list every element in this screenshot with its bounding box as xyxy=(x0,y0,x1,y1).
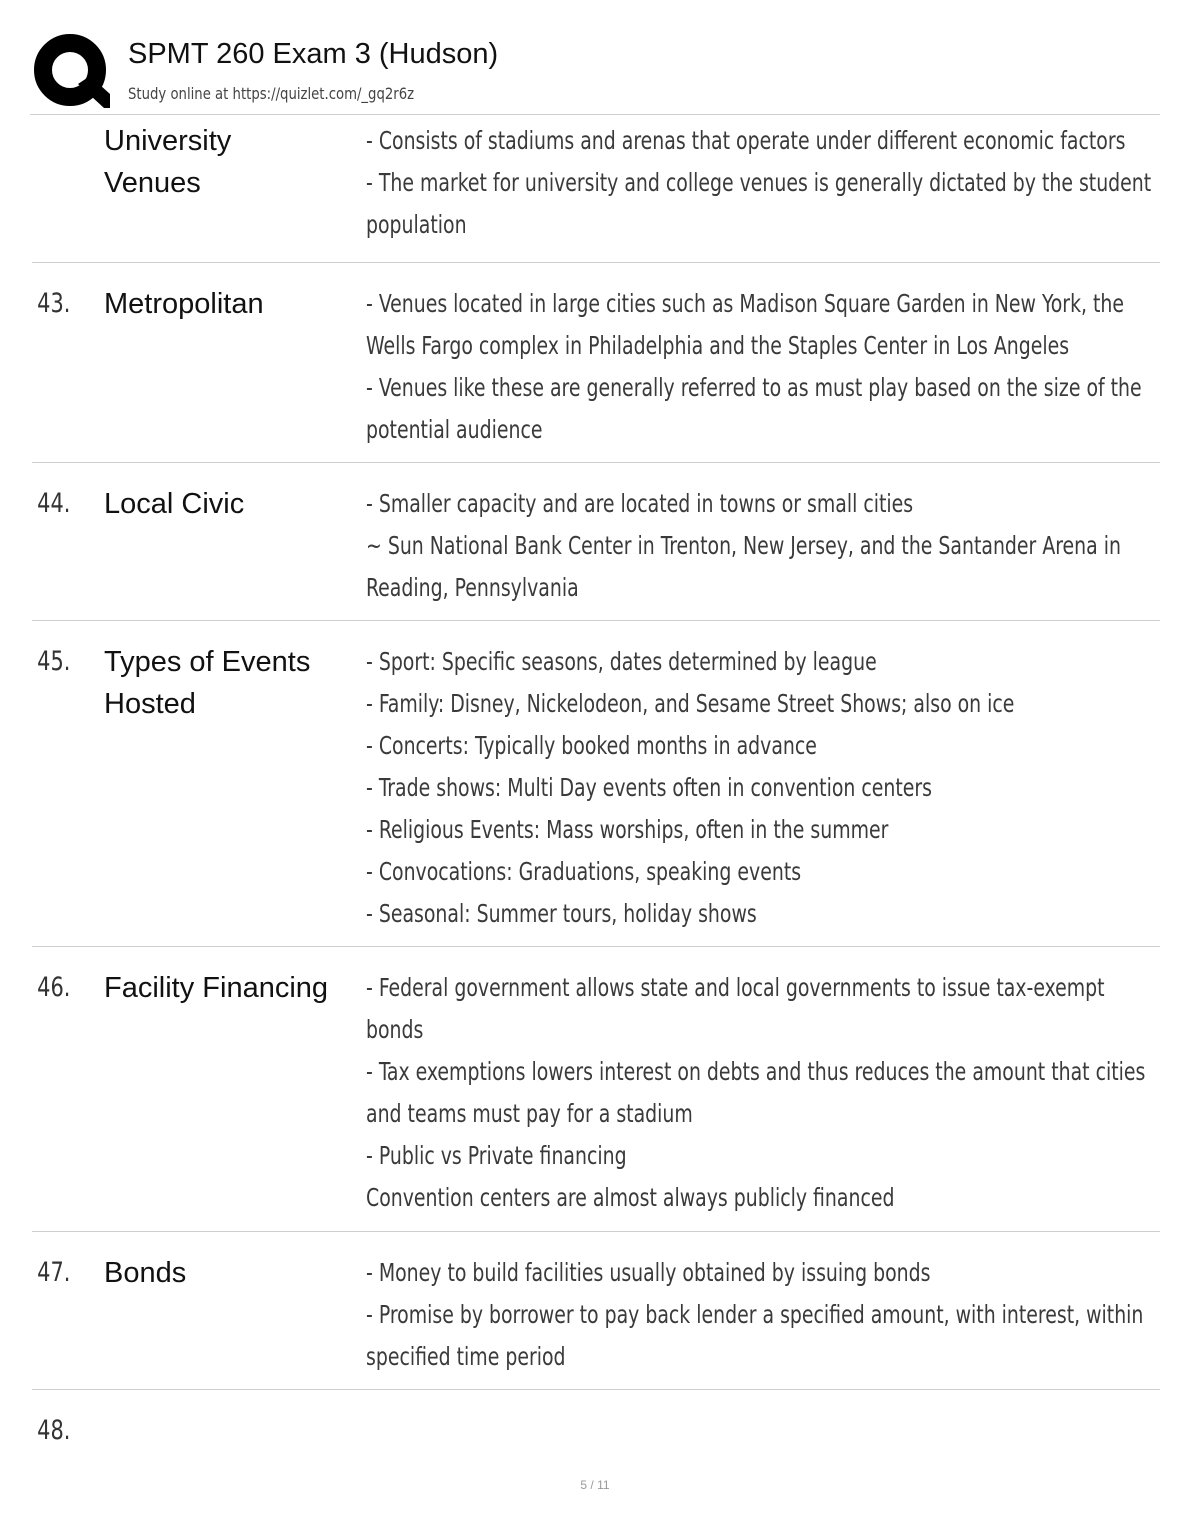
definition-line: - Trade shows: Multi Day events often in convention centers xyxy=(366,773,932,802)
definition-line: Reading, Pennsylvania xyxy=(366,573,579,602)
flashcard-row xyxy=(32,947,1160,1232)
card-term xyxy=(104,967,366,1231)
definition-line: - Venues located in large cities such as Madison Square Garden in New York, the xyxy=(366,289,1125,318)
definition-line: - Seasonal: Summer tours, holiday shows xyxy=(366,899,757,928)
term-line: Facility Financing xyxy=(104,972,329,1004)
definition-line: - Family: Disney, Nickelodeon, and Sesame Street Shows; also on ice xyxy=(366,689,1015,718)
card-definition xyxy=(366,641,1160,946)
quizlet-logo-icon xyxy=(34,34,110,110)
card-number: 48. xyxy=(37,1415,71,1446)
definition-line: - Federal government allows state and local governments to issue tax-exempt xyxy=(366,973,1105,1002)
definition-line: - Money to build facilities usually obtained by issuing bonds xyxy=(366,1258,931,1287)
card-term xyxy=(104,283,366,462)
flashcard-row xyxy=(32,1232,1160,1390)
term-line: Metropolitan xyxy=(104,288,264,320)
term-line: Types of Events xyxy=(104,646,311,678)
definition-line: - Sport: Specific seasons, dates determined by league xyxy=(366,647,877,676)
definition-line: - Public vs Private financing xyxy=(366,1141,627,1170)
card-definition xyxy=(366,283,1190,462)
definition-line: - Tax exemptions lowers interest on debts and thus reduces the amount that cities xyxy=(366,1057,1146,1086)
card-term xyxy=(104,641,366,946)
definition-line: - The market for university and college venues is generally dictated by the student xyxy=(366,168,1152,197)
card-number: 43. xyxy=(37,288,71,319)
flashcard-row xyxy=(32,263,1160,463)
definition-line: potential audience xyxy=(366,415,543,444)
flashcard-list xyxy=(32,116,1160,1450)
card-term xyxy=(104,1410,366,1450)
card-term xyxy=(104,120,366,262)
definition-line: ~ Sun National Bank Center in Trenton, New Jersey, and the Santander Arena in xyxy=(366,531,1121,560)
definition-line: - Venues like these are generally referred to as must play based on the size of the xyxy=(366,373,1142,402)
definition-line: Wells Fargo complex in Philadelphia and the Staples Center in Los Angeles xyxy=(366,331,1070,360)
card-number: 45. xyxy=(37,646,71,677)
term-line: Bonds xyxy=(104,1257,187,1289)
card-definition xyxy=(366,120,1190,262)
card-number: 47. xyxy=(37,1257,71,1288)
flashcard-row xyxy=(32,463,1160,621)
term-line: Venues xyxy=(104,167,201,199)
header-divider xyxy=(30,114,1160,115)
flashcard-row xyxy=(32,1390,1160,1450)
term-line: Hosted xyxy=(104,688,196,720)
card-definition xyxy=(366,1410,1160,1450)
definition-line: - Religious Events: Mass worships, often in the summer xyxy=(366,815,889,844)
card-term xyxy=(104,483,366,620)
document-title: SPMT 260 Exam 3 (Hudson) xyxy=(128,38,499,70)
card-definition xyxy=(366,967,1190,1231)
definition-line: bonds xyxy=(366,1015,424,1044)
term-line: Local Civic xyxy=(104,488,245,520)
study-online-link[interactable]: Study online at https://quizlet.com/_gq2r6z xyxy=(128,84,415,103)
definition-line: - Promise by borrower to pay back lender a specified amount, with interest, within xyxy=(366,1300,1144,1329)
card-number: 44. xyxy=(37,488,71,519)
term-line: University xyxy=(104,125,232,157)
definition-line: - Smaller capacity and are located in towns or small cities xyxy=(366,489,914,518)
card-term xyxy=(104,1252,366,1389)
definition-line: - Concerts: Typically booked months in advance xyxy=(366,731,817,760)
definition-line: and teams must pay for a stadium xyxy=(366,1099,693,1128)
card-definition xyxy=(366,483,1190,620)
card-number: 46. xyxy=(37,972,71,1003)
card-definition xyxy=(366,1252,1190,1389)
card-number xyxy=(32,120,94,262)
definition-line: Convention centers are almost always publicly financed xyxy=(366,1183,895,1212)
definition-line: - Consists of stadiums and arenas that operate under different economic factors xyxy=(366,126,1126,155)
flashcard-row xyxy=(32,116,1160,263)
page-number: 5 / 11 xyxy=(580,1478,610,1492)
page-header xyxy=(30,26,1160,114)
definition-line: population xyxy=(366,210,467,239)
definition-line: - Convocations: Graduations, speaking events xyxy=(366,857,802,886)
definition-line: specified time period xyxy=(366,1342,566,1371)
flashcard-row xyxy=(32,621,1160,947)
